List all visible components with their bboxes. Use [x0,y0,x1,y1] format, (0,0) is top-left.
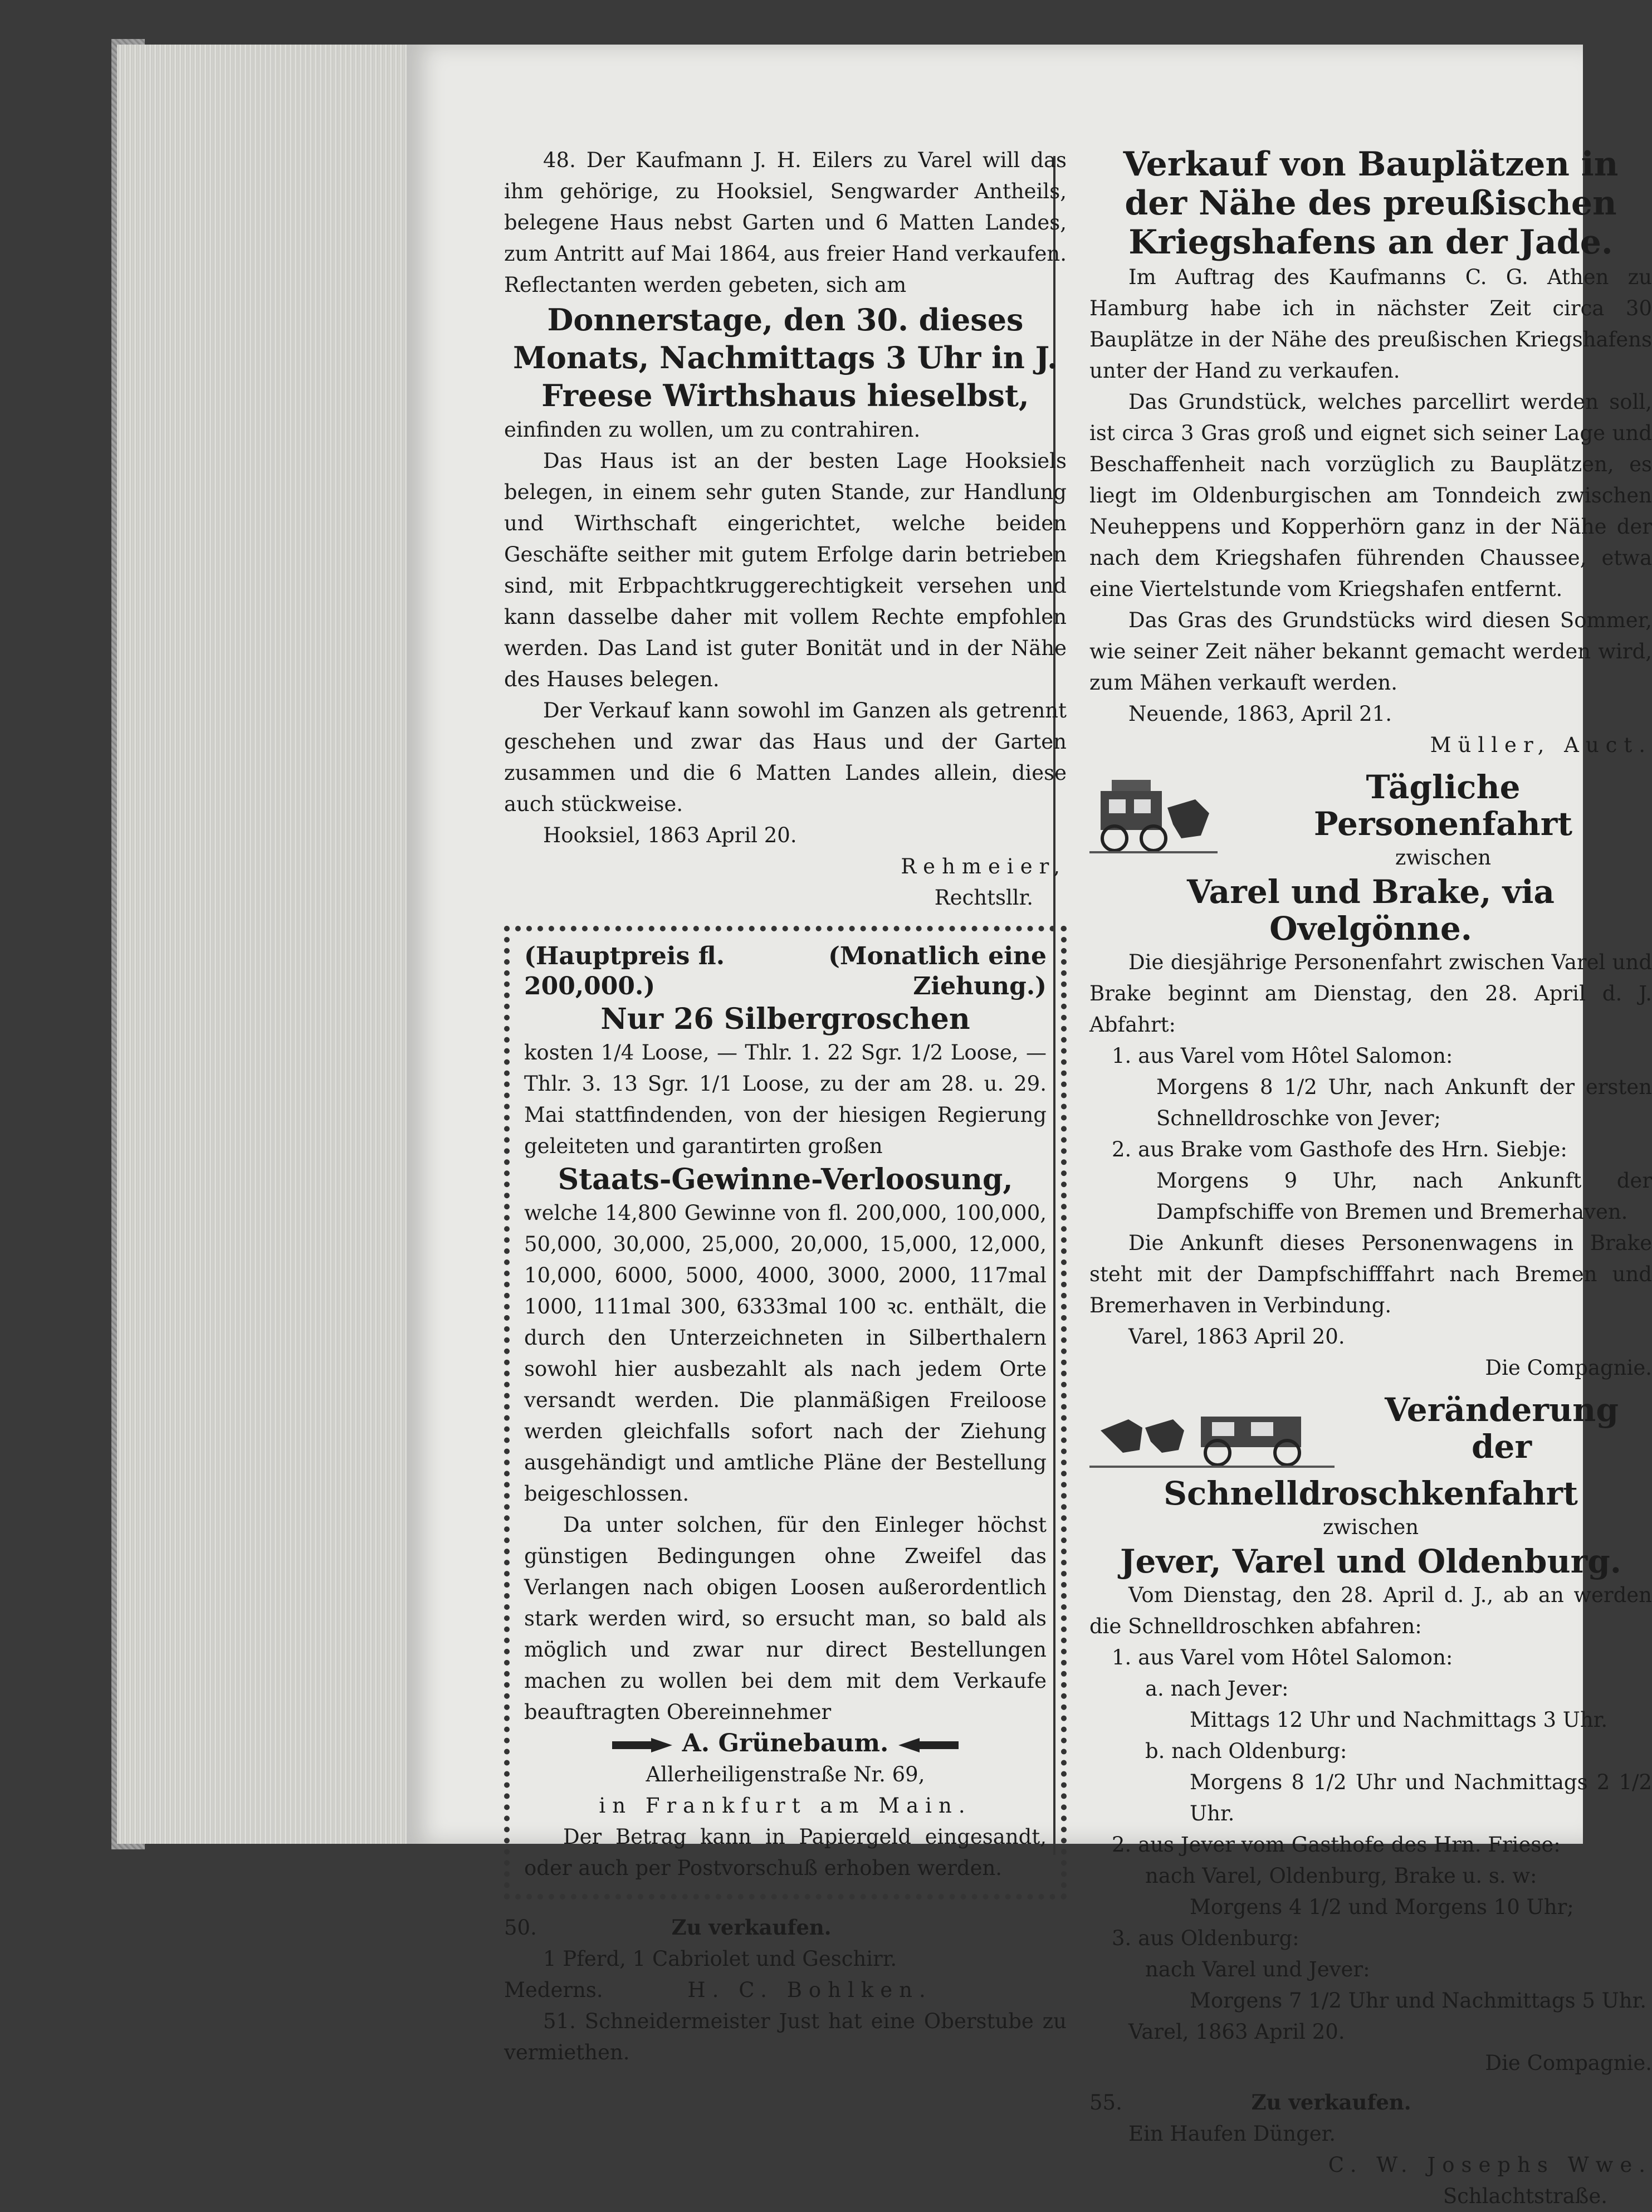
lottery-ad [504,926,1067,1900]
ad-48-text4: Der Verkauf kann sowohl im Ganzen als getrennt geschehen und zwar das Haus und der Garten zusammen und die 6 Matten Landes allein, diese auch stückweise. [504,699,1067,816]
pointing-hand-left-icon [897,1737,959,1754]
ad-50-number: 50. [504,1916,537,1940]
page-stack-edges [117,45,412,1844]
ad-50-signer: H. C. Bohlken. [687,1978,932,2002]
ad-51 [504,2006,1067,2068]
lottery-street: Allerheiligenstraße Nr. 69, [646,1762,925,1786]
coach2-section1a: a. nach Jever: [1145,1677,1289,1701]
coach1-item2-time: Morgens 9 Uhr, nach Ankunft der Dampfschiffe von Bremen und Bremerhaven. [1156,1169,1652,1224]
coach2-route: Jever, Varel und Oldenburg. [1120,1542,1621,1580]
coach-ad-1 [1089,769,1652,1384]
coach2-text1: Vom Dienstag, den 28. April d. J., ab an werden die Schnelldroschken abfahren: [1089,1583,1652,1638]
coach1-signer: Die Compagnie. [1485,1356,1652,1380]
ad-50 [504,1912,1067,2006]
coach2-heading: Veränderung der Schnelldroschkenfahrt [1164,1391,1619,1512]
ad-55-text: Ein Haufen Dünger. [1128,2122,1336,2146]
ad-48-role: Rechtsllr. [934,886,1033,910]
ad-48-text3: Das Haus ist an der besten Lage Hooksiels belegen, in einem sehr guten Stande, zur Handlung und Wirthschaft eingerichtet, welche beiden Geschäfte seither mit gutem Erfolge darin betrieben sind, mit Erbpachtkruggerechtigkeit versehen und kann dasselbe daher mit vollem Rechte empfohlen werden. Das Land ist guter Bonität und in der Nähe des Hauses belegen. [504,449,1067,691]
coach2-section2a-time: Morgens 4 1/2 und Morgens 10 Uhr; [1190,1895,1574,1919]
ad-50-heading: Zu verkaufen. [671,1915,832,1940]
ad-48-signer: Rehmeier, [901,854,1067,878]
coach2-between: zwischen [1322,1515,1419,1539]
pointing-hand-right-icon [612,1737,673,1754]
coach2-section1b: b. nach Oldenburg: [1145,1739,1347,1763]
coach1-heading: Tägliche Personenfahrt [1313,768,1573,843]
coach1-text1: Die diesjährige Personenfahrt zwischen Varel und Brake beginnt am Dienstag, den 28. April d. J. Abfahrt: [1089,950,1652,1037]
lottery-agent: A. Grünebaum. [682,1729,889,1757]
coach2-section3a-time: Morgens 7 1/2 Uhr und Nachmittags 5 Uhr. [1190,1989,1647,2013]
lottery-title: Staats-Gewinne-Verloosung, [558,1163,1013,1197]
plots-title: Verkauf von Bauplätzen in der Nähe des preußischen Kriegshafens an der Jade. [1123,145,1619,262]
plots-place: Neuende, 1863, April 21. [1128,702,1392,726]
coach2-section1a-time: Mittags 12 Uhr und Nachmittags 3 Uhr. [1190,1708,1608,1732]
ad-50-place: Mederns. [504,1978,603,2002]
coach2-place: Varel, 1863 April 20. [1128,2020,1345,2044]
plots-text3: Das Gras des Grundstücks wird diesen Sommer, wie seiner Zeit näher bekannt gemacht werden wird, zum Mähen verkauft werden. [1089,608,1652,695]
coach2-signer: Die Compagnie. [1485,2051,1652,2075]
plots-text1: Im Auftrag des Kaufmanns C. G. Athen zu Hamburg habe ich in nächster Zeit circa 30 Bauplätze in der Nähe des preußischen Kriegshafens unter der Hand zu verkaufen. [1089,265,1652,383]
coach1-between: zwischen [1395,846,1492,870]
coach2-section3: 3. aus Oldenburg: [1112,1926,1299,1950]
coach1-place: Varel, 1863 April 20. [1128,1325,1345,1349]
coach1-text2: Die Ankunft dieses Personenwagens in Brake steht mit der Dampfschifffahrt nach Bremen und Bremerhaven in Verbindung. [1089,1231,1652,1317]
ad-55-signer: C. W. Josephs Wwe. [1328,2153,1652,2177]
coach-ad-2 [1089,1391,1652,2079]
ad-48-date: Donnerstage, den 30. dieses Monats, Nachmittags 3 Uhr in J. Freese Wirthshaus hieselbst, [513,302,1058,413]
coach1-item2: 2. aus Brake vom Gasthofe des Hrn. Siebje: [1112,1137,1567,1161]
plots-ad [1089,145,1652,761]
left-column [504,145,1067,2068]
lottery-price-heading: Nur 26 Silbergroschen [600,1002,970,1036]
lottery-city: in Frankfurt am Main. [599,1794,972,1818]
ad-55 [1089,2087,1652,2212]
right-column [1089,145,1652,2212]
lottery-prize-right: (Monatlich eine Ziehung.) [828,942,1047,1000]
ad-55-street: Schlachtstraße. [1443,2184,1607,2208]
coach1-route: Varel und Brake, via Ovelgönne. [1187,873,1555,948]
ad-50-text: 1 Pferd, 1 Cabriolet und Geschirr. [543,1947,897,1971]
ad-55-heading: Zu verkaufen. [1251,2090,1411,2115]
stagecoach-horses-icon [1089,1397,1335,1469]
ad-55-number: 55. [1089,2091,1122,2115]
coach2-section3a: nach Varel und Jever: [1145,1957,1370,1981]
plots-text2: Das Grundstück, welches parcellirt werden soll, ist circa 3 Gras groß und eignet sich seiner Lage und Beschaffenheit nach vorzüglich zu Bauplätzen, es liegt im Oldenburgischen am Tonndeich zwischen Neuheppens und Kopperhörn ganz in der Nähe der nach dem Kriegshafen führenden Chaussee, etwa eine Viertelstunde vom Kriegshafen entfernt. [1089,390,1652,601]
coach1-item1-time: Morgens 8 1/2 Uhr, nach Ankunft der ersten Schnelldroschke von Jever; [1156,1075,1652,1130]
newspaper-page [407,45,1652,2208]
coach2-section1b-time: Morgens 8 1/2 Uhr und Nachmittags 2 1/2 Uhr. [1190,1770,1652,1825]
coach2-section2a: nach Varel, Oldenburg, Brake u. s. w: [1145,1864,1537,1888]
ad-51-text: 51. Schneidermeister Just hat eine Oberstube zu vermiethen. [504,2009,1067,2064]
coach2-section2: 2. aus Jever vom Gasthofe des Hrn. Friese: [1112,1833,1561,1857]
lottery-prize-left: (Hauptpreis fl. 200,000.) [524,942,725,1000]
ad-48 [504,145,1067,914]
ad-48-text: 48. Der Kaufmann J. H. Eilers zu Varel will das ihm gehörige, zu Hooksiel, Sengwarder Antheils, belegene Haus nebst Garten und 6 Matten Landes, zum Antritt auf Mai 1864, aus freier Hand verkaufen. Reflectanten werden gebeten, sich am [504,148,1067,297]
coach2-section1: 1. aus Varel vom Hôtel Salomon: [1112,1645,1453,1669]
plots-signer: Müller, Auct. [1430,733,1652,757]
lottery-text1: kosten 1/4 Loose, — Thlr. 1. 22 Sgr. 1/2 Loose, — Thlr. 3. 13 Sgr. 1/1 Loose, zu der am 28. u. 29. Mai stattfindenden, von der hiesigen Regierung geleiteten und garantirten großen [524,1041,1047,1158]
ad-48-text2: einfinden zu wollen, um zu contrahiren. [504,418,921,442]
coach1-item1: 1. aus Varel vom Hôtel Salomon: [1112,1044,1453,1068]
ad-48-place: Hooksiel, 1863 April 20. [543,823,797,847]
lottery-text4: Der Betrag kann in Papiergeld eingesandt, oder auch per Postvorschuß erhoben werden. [524,1825,1047,1880]
stagecoach-icon [1089,774,1218,858]
lottery-text2: welche 14,800 Gewinne von fl. 200,000, 100,000, 50,000, 30,000, 25,000, 20,000, 15,000, 12,000, 10,000, 6000, 5000, 4000, 3000, 2000, 117mal 1000, 111mal 300, 6333mal 100 ꝛc. enthält, die durch den Unterzeichneten in Silberthalern sowohl hier ausbezahlt als nach jedem Orte versandt werden. Die planmäßigen Freiloose werden gleichfalls sofort nach der Ziehung ausgehändigt und amtliche Pläne der Bestellung beigeschlossen. [524,1201,1047,1506]
lottery-text3: Da unter solchen, für den Einleger höchst günstigen Bedingungen ohne Zweifel das Verlangen nach obigen Loosen außerordentlich stark werden wird, so ersucht man, so bald als möglich und zwar nur direct Bestellungen machen zu wollen bei dem mit dem Verkaufe beauftragten Obereinnehmer [524,1513,1047,1724]
